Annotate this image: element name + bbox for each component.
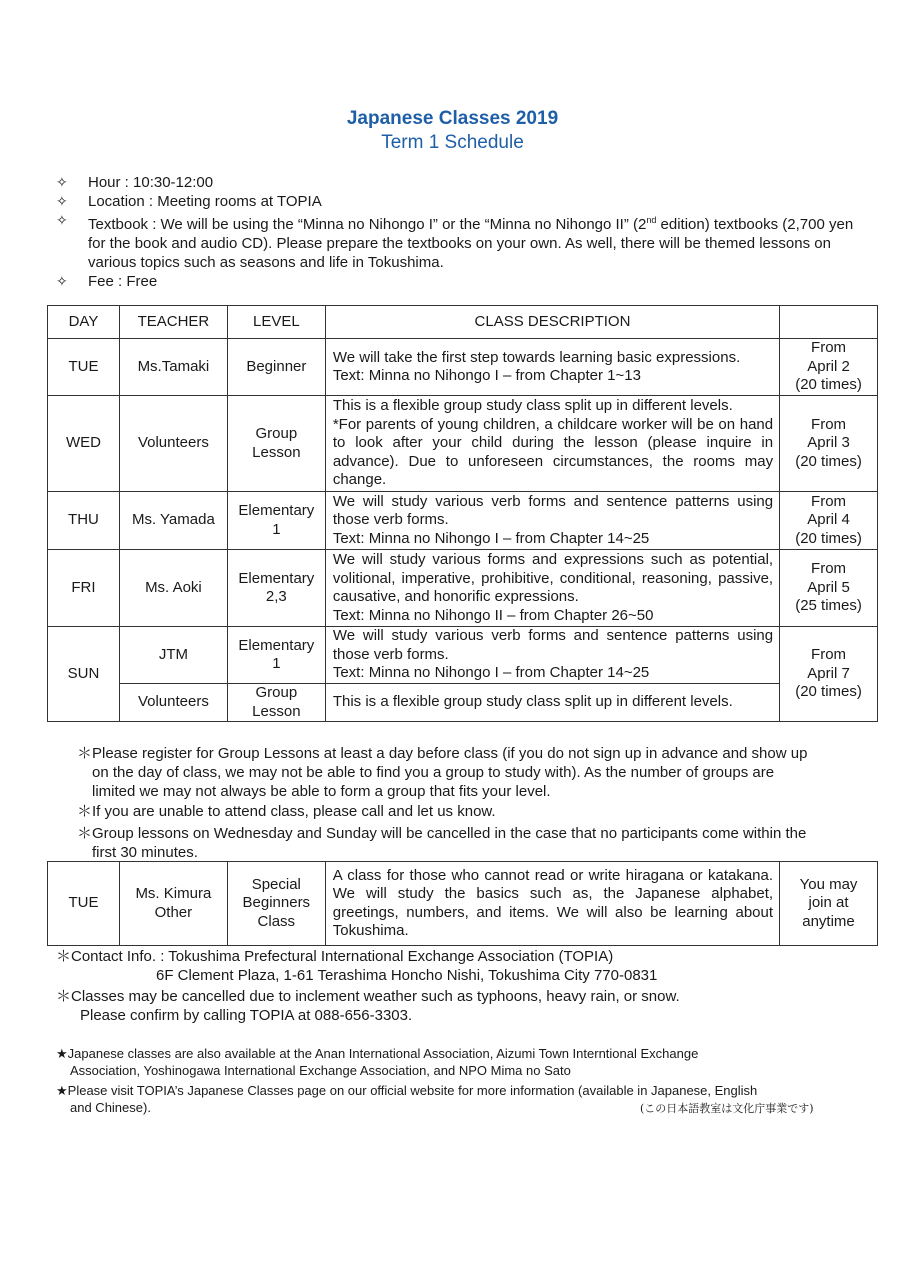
table-row [48,396,878,492]
period-cell: From April 4 (20 times) [780,492,878,550]
teacher-cell: Volunteers [119,684,227,722]
info-textbook [56,211,856,272]
level-cell: Elementary 1 [227,492,325,550]
day-cell: WED [48,396,120,492]
fee-text: Fee : Free [88,273,158,290]
description-cell: A class for those who cannot read or write hiragana or katakana. We will study the basics such as, the Japanese alphabet, greetings, numbers, and items. We will also be learning about Tokushima. [325,862,779,946]
diamond-star-icon: ✧ [56,174,68,190]
header-description: CLASS DESCRIPTION [325,306,779,339]
period-cell: From April 3 (20 times) [780,396,878,492]
period-cell: From April 5 (25 times) [780,550,878,627]
description-cell: We will take the first step towards learning basic expressions. Text: Minna no Nihongo I – from Chapter 1~13 [325,339,779,396]
day-cell: TUE [48,862,120,946]
level-cell: Elementary 1 [227,627,325,684]
table-row [48,862,878,946]
website-note: ★Please visit TOPIA’s Japanese Classes page on our official website for more information (available in Japanese, English and Chinese). [56,1083,758,1115]
description-cell: We will study various verb forms and sentence patterns using those verb forms. Text: Minna no Nihongo I – from Chapter 14~25 [325,492,779,550]
header-teacher: TEACHER [119,306,227,339]
special-class-table [47,861,878,946]
table-row [48,550,878,627]
weather-note: ＊Classes may be cancelled due to inclement weather such as typhoons, heavy rain, or snow. Please confirm by calling TOPIA at 088-656-3303. [56,988,680,1024]
table-row [48,627,878,684]
description-cell: This is a flexible group study class split up in different levels. *For parents of young children, a childcare worker will be on hand to look after your child during the lesson (please inquire in advance). Due to unforeseen circumstances, the rooms may change. [325,396,779,492]
day-cell: THU [48,492,120,550]
period-cell: From April 7 (20 times) [780,627,878,722]
header-day: DAY [48,306,120,339]
description-cell: This is a flexible group study class split up in different levels. [325,684,779,722]
sponsor-note: (この日本語教室は文化庁事業です) [640,1102,814,1115]
table-row [48,492,878,550]
teacher-cell: JTM [119,627,227,684]
info-location [56,192,856,211]
level-cell: Beginner [227,339,325,396]
level-cell: Group Lesson [227,684,325,722]
page-title: Japanese Classes 2019 [346,108,559,129]
table-header-row [48,306,878,339]
teacher-cell: Ms. Kimura Other [119,862,227,946]
diamond-star-icon: ✧ [56,193,68,209]
teacher-cell: Ms. Yamada [119,492,227,550]
contact-info: ＊Contact Info. : Tokushima Prefectural International Exchange Association (TOPIA) 6F Clement Plaza, 1-61 Terashima Honcho Nishi, Tokushima City 770-0831 [56,948,658,984]
page-subtitle: Term 1 Schedule [381,132,524,153]
level-cell: Group Lesson [227,396,325,492]
schedule-table [47,305,878,722]
day-cell: FRI [48,550,120,627]
location-text: Location : Meeting rooms at TOPIA [88,193,322,210]
teacher-cell: Volunteers [119,396,227,492]
level-cell: Elementary 2,3 [227,550,325,627]
description-cell: We will study various forms and expressions such as potential, volitional, imperative, prohibitive, conditional, reasoning, passive, causative, and honorific expressions. Text: Minna no Nihongo II – from Chapter 26~50 [325,550,779,627]
teacher-cell: Ms.Tamaki [119,339,227,396]
day-cell: SUN [48,627,120,722]
note-absence: ＊If you are unable to attend class, please call and let us know. [77,803,496,820]
note-registration: ＊Please register for Group Lessons at least a day before class (if you do not sign up in advance and show up on the day of class, we may not be able to find you a group to study with). As the number of groups are limited we may not always be able to form a group that fits your level. [77,745,808,800]
description-cell: We will study various verb forms and sentence patterns using those verb forms. Text: Minna no Nihongo I – from Chapter 14~25 [325,627,779,684]
info-hour [56,173,856,192]
info-list [56,173,856,291]
table-row [48,684,878,722]
info-fee [56,272,856,291]
level-cell: Special Beginners Class [227,862,325,946]
day-cell: TUE [48,339,120,396]
period-cell: You may join at anytime [780,862,878,946]
note-cancellation: ＊Group lessons on Wednesday and Sunday will be cancelled in the case that no participants come within the first 30 minutes. [77,825,807,861]
table-row [48,339,878,396]
diamond-star-icon: ✧ [56,273,68,289]
header-level: LEVEL [227,306,325,339]
hour-text: Hour : 10:30-12:00 [88,174,214,191]
textbook-text: Textbook : We will be using the “Minna no Nihongo I” or the “Minna no Nihongo II” (2nd edition) textbooks (2,700 yen for the book and audio CD). Please prepare the textbooks on your own. As well, there will be themed lessons on various topics such as seasons and life in Tokushima. [88,215,854,271]
diamond-star-icon: ✧ [56,212,68,228]
other-classes-note: ★Japanese classes are also available at the Anan International Association, Aizumi Town Interntional Exchange Association, Yoshinogawa International Exchange Association, and NPO Mima no Sato [56,1046,699,1078]
teacher-cell: Ms. Aoki [119,550,227,627]
period-cell: From April 2 (20 times) [780,339,878,396]
header-period [780,306,878,339]
